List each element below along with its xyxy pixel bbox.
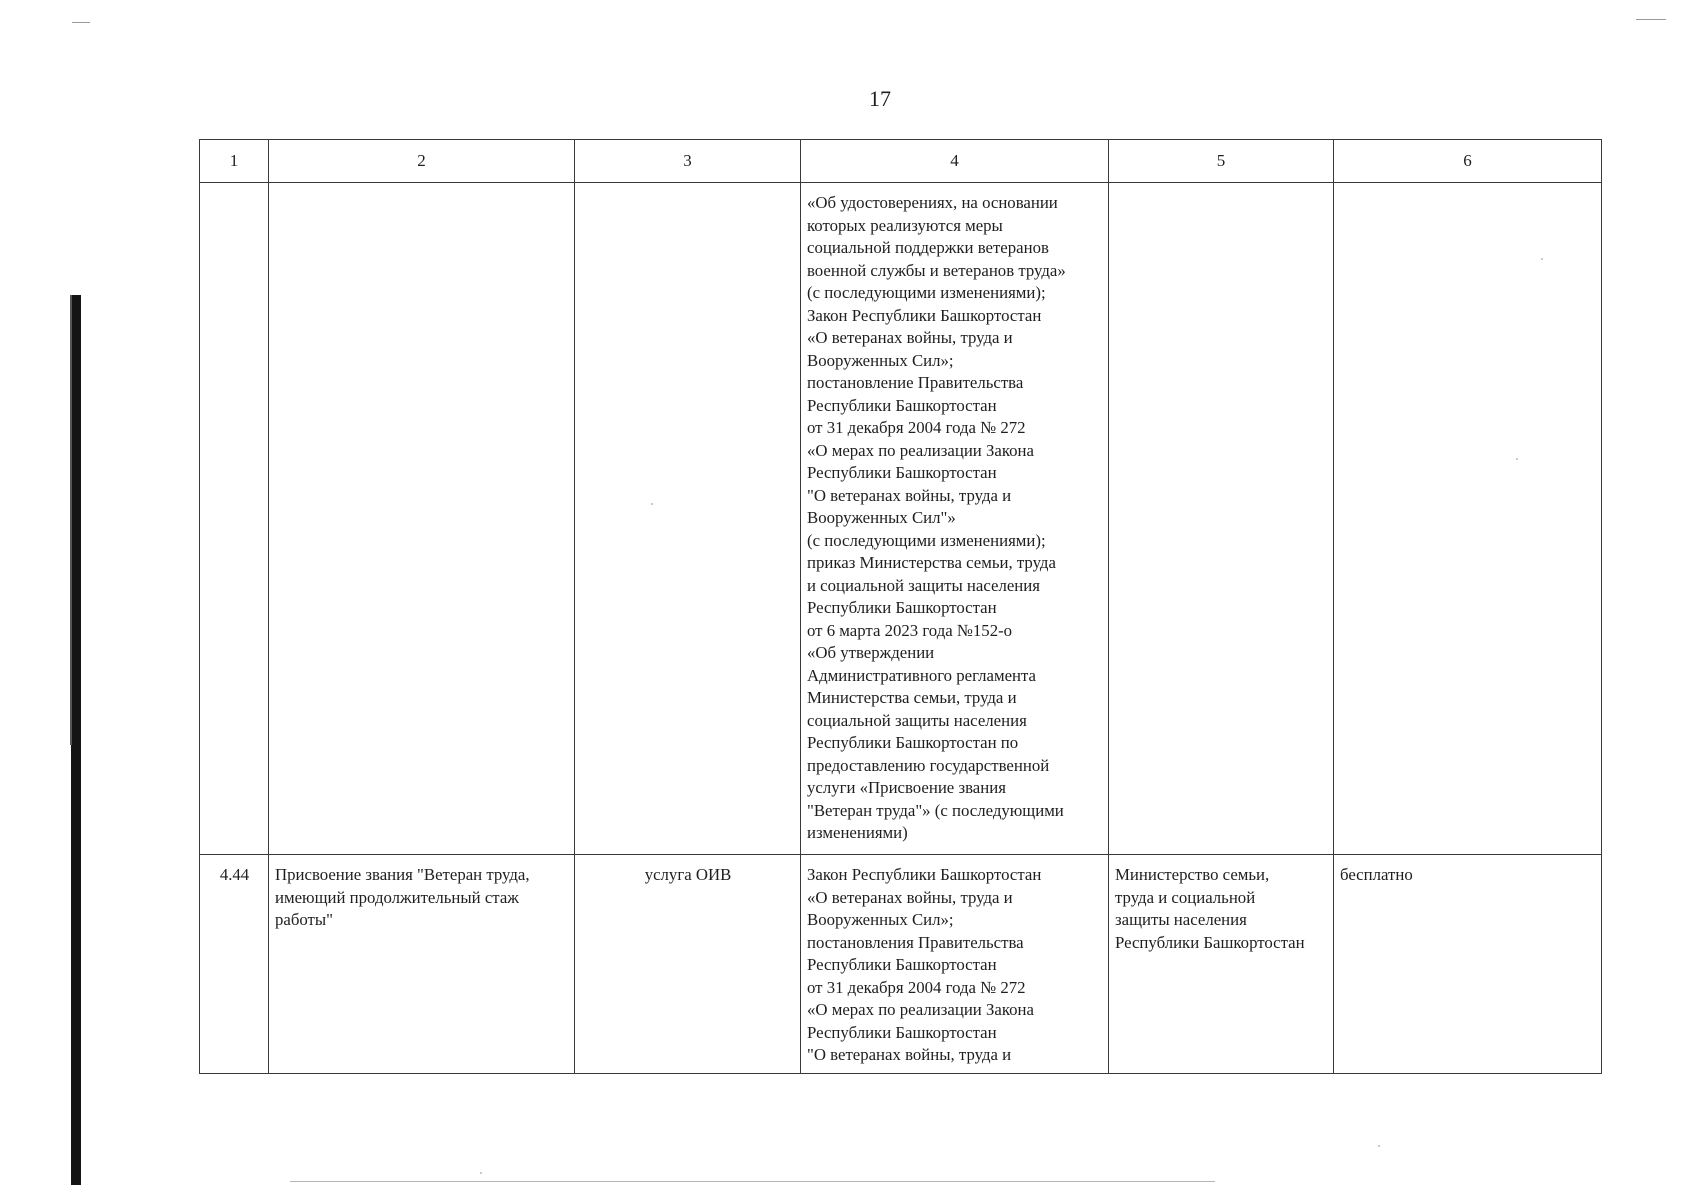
scan-speck [1378, 1145, 1380, 1147]
table-row-4-44 [200, 855, 1602, 1074]
cell-service-type: услуга ОИВ [575, 855, 801, 1074]
cell-legal-basis: Закон Республики Башкортостан «О ветеранах войны, труда и Вооруженных Сил»; постановления Правительства Республики Башкортостан от 31 декабря 2004 года № 272 «О мерах по реализации Закона Республики Башкортостан "О ветеранах войны, труда и [801, 855, 1109, 1074]
header-cell-3: 3 [575, 140, 801, 183]
cell-service-type [575, 183, 801, 855]
cell-legal-basis: «Об удостоверениях, на основании которых реализуются меры социальной поддержки ветеранов военной службы и ветеранов труда» (с последующими изменениями); Закон Республики Башкортостан «О ветеранах войны, труда и Вооруженных Сил»; постановление Правительства Республики Башкортостан от 31 декабря 2004 года № 272 «О мерах по реализации Закона Республики Башкортостан "О ветеранах войны, труда и Вооруженных Сил"» (с последующими изменениями); приказ Министерства семьи, труда и социальной защиты населения Республики Башкортостан от 6 марта 2023 года №152-о «Об утверждении Административного регламента Министерства семьи, труда и социальной защиты населения Республики Башкортостан по предоставлению государственной услуги «Присвоение звания "Ветеран труда"» (с последующими изменениями) [801, 183, 1109, 855]
cell-number [200, 183, 269, 855]
services-table [199, 139, 1602, 1074]
cell-authority [1109, 183, 1334, 855]
cell-number: 4.44 [200, 855, 269, 1074]
scan-bottom-rule [290, 1181, 1215, 1182]
scan-mark-top-right [1636, 19, 1666, 20]
table-row-continuation [200, 183, 1602, 855]
scan-speck [480, 1172, 482, 1174]
header-cell-6: 6 [1334, 140, 1602, 183]
page-number: 17 [869, 86, 891, 111]
header-cell-2: 2 [269, 140, 575, 183]
cell-cost [1334, 183, 1602, 855]
table-header-row [200, 140, 1602, 183]
scan-binding-edge-thin [70, 295, 72, 745]
header-cell-5: 5 [1109, 140, 1334, 183]
cell-service-name: Присвоение звания "Ветеран труда, имеющий продолжительный стаж работы" [269, 855, 575, 1074]
scan-binding-edge [71, 295, 81, 1185]
cell-authority: Министерство семьи, труда и социальной защиты населения Республики Башкортостан [1109, 855, 1334, 1074]
cell-service-name [269, 183, 575, 855]
header-cell-1: 1 [200, 140, 269, 183]
cell-cost: бесплатно [1334, 855, 1602, 1074]
header-cell-4: 4 [801, 140, 1109, 183]
scan-mark-top-left [72, 22, 90, 23]
